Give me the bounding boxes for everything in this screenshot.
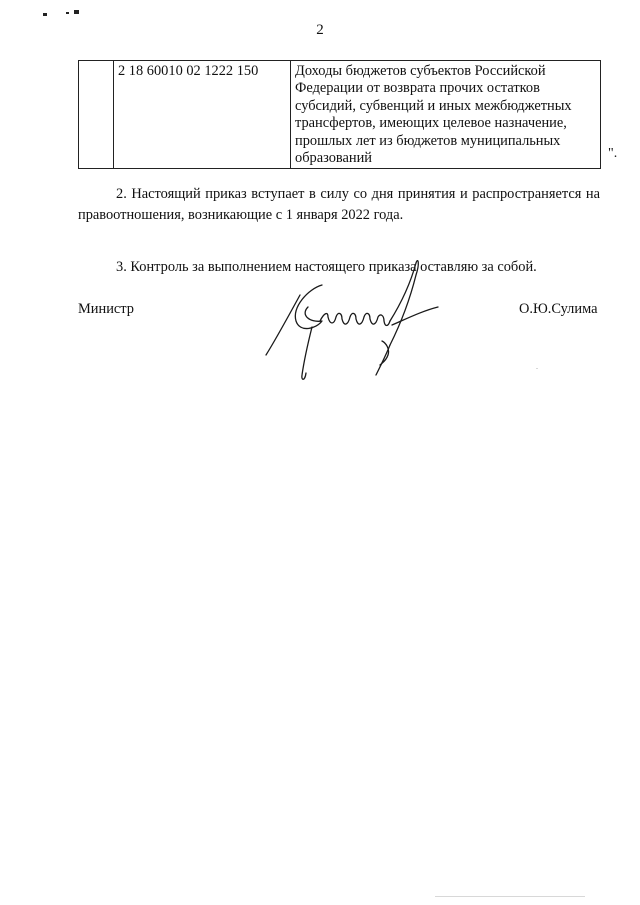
page-number: 2 [316,22,324,38]
scan-speck [43,13,47,16]
table-row [79,61,601,169]
handwritten-signature [250,255,450,385]
table-cell-code: 2 18 60010 02 1222 150 [114,61,291,169]
budget-code-table [78,60,601,169]
signatory-role: Министр [78,301,134,317]
scan-mark [536,368,538,369]
scan-speck [66,12,69,14]
table-cell-description: Доходы бюджетов субъектов Российской Федерации от возврата прочих остатков субсидий, субвенций и иных межбюджетных трансфертов, имеющих целевое назначение, прошлых лет из бюджетов муниципальных образований [291,61,601,169]
paragraph-control: 3. Контроль за выполнением настоящего приказа оставляю за собой. [116,259,537,275]
scan-mark [435,896,585,897]
scan-speck [74,10,79,14]
paragraph-effective-date: 2. Настоящий приказ вступает в силу со дня принятия и распространяется на правоотношения, возникающие с 1 января 2022 года. [78,186,600,223]
signatory-name: О.Ю.Сулима [519,301,598,317]
closing-quote: ". [608,146,618,161]
table-cell-first [79,61,114,169]
